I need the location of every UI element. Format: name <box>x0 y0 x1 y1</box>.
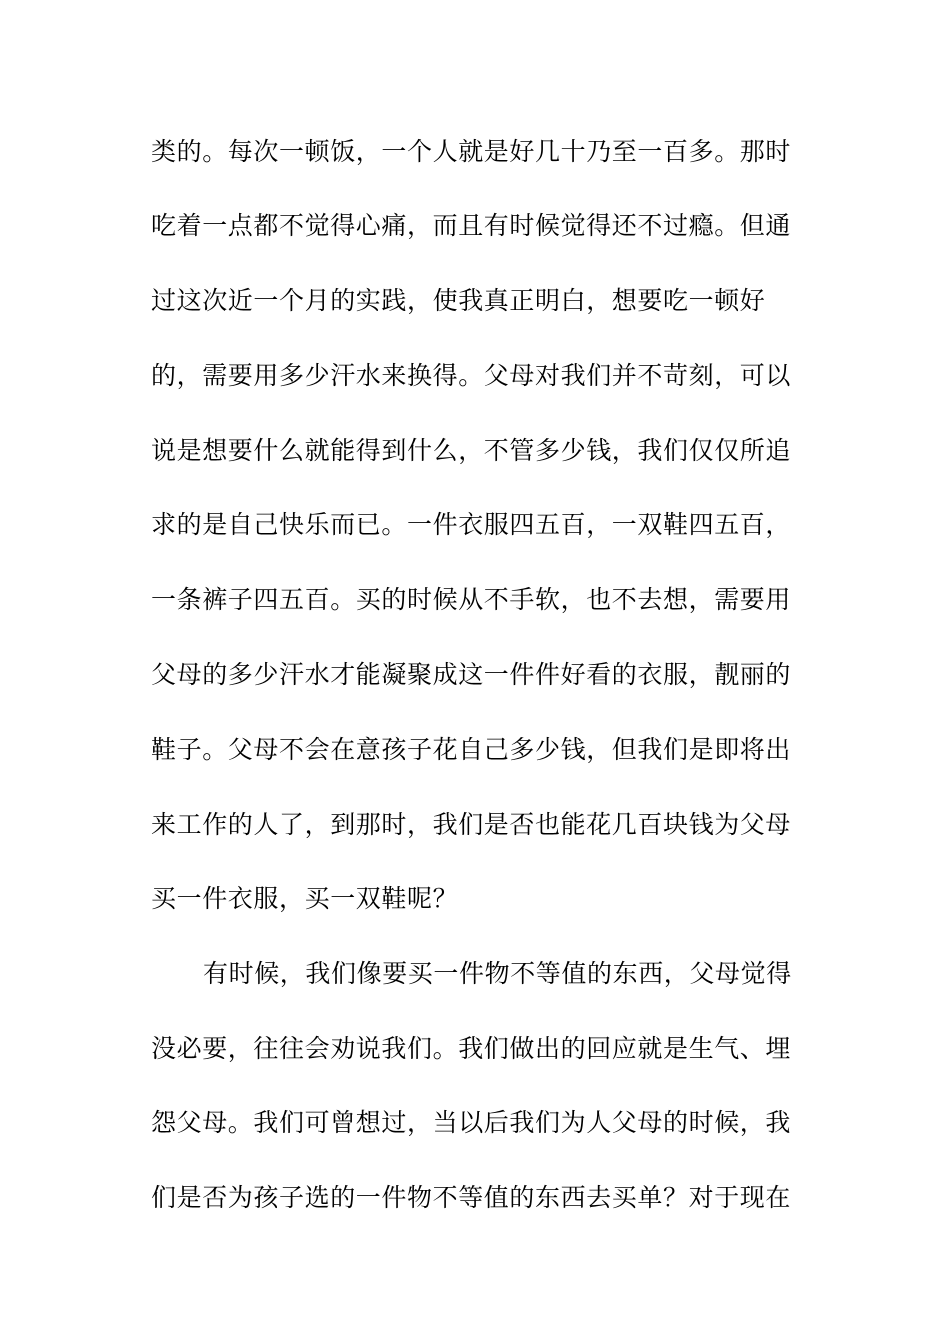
text-line-5: 说是想要什么就能得到什么，不管多少钱，我们仅仅所追 <box>151 436 792 465</box>
text-line-9: 鞋子。父母不会在意孩子花自己多少钱，但我们是即将出 <box>151 735 792 764</box>
text-line-2: 吃着一点都不觉得心痛，而且有时候觉得还不过瘾。但通 <box>151 211 792 240</box>
text-line-4: 的，需要用多少汗水来换得。父母对我们并不苛刻，可以 <box>151 361 792 390</box>
text-line-11: 买一件衣服，买一双鞋呢？ <box>151 884 459 913</box>
text-line-7: 一条裤子四五百。买的时候从不手软，也不去想，需要用 <box>151 585 792 614</box>
text-line-1: 类的。每次一顿饭，一个人就是好几十乃至一百多。那时 <box>151 137 792 166</box>
text-line-13: 没必要，往往会劝说我们。我们做出的回应就是生气、埋 <box>151 1034 792 1063</box>
paragraph-start-line: 有时候，我们像要买一件物不等值的东西，父母觉得 <box>203 959 792 988</box>
text-line-8: 父母的多少汗水才能凝聚成这一件件好看的衣服，靓丽的 <box>151 660 792 689</box>
text-line-3: 过这次近一个月的实践，使我真正明白，想要吃一顿好 <box>151 286 766 315</box>
text-line-15: 们是否为孩子选的一件物不等值的东西去买单？对于现在 <box>151 1183 792 1212</box>
text-line-6: 求的是自己快乐而已。一件衣服四五百，一双鞋四五百， <box>151 510 792 539</box>
text-line-10: 来工作的人了，到那时，我们是否也能花几百块钱为父母 <box>151 810 792 839</box>
text-line-14: 怨父母。我们可曾想过，当以后我们为人父母的时候，我 <box>151 1108 792 1137</box>
